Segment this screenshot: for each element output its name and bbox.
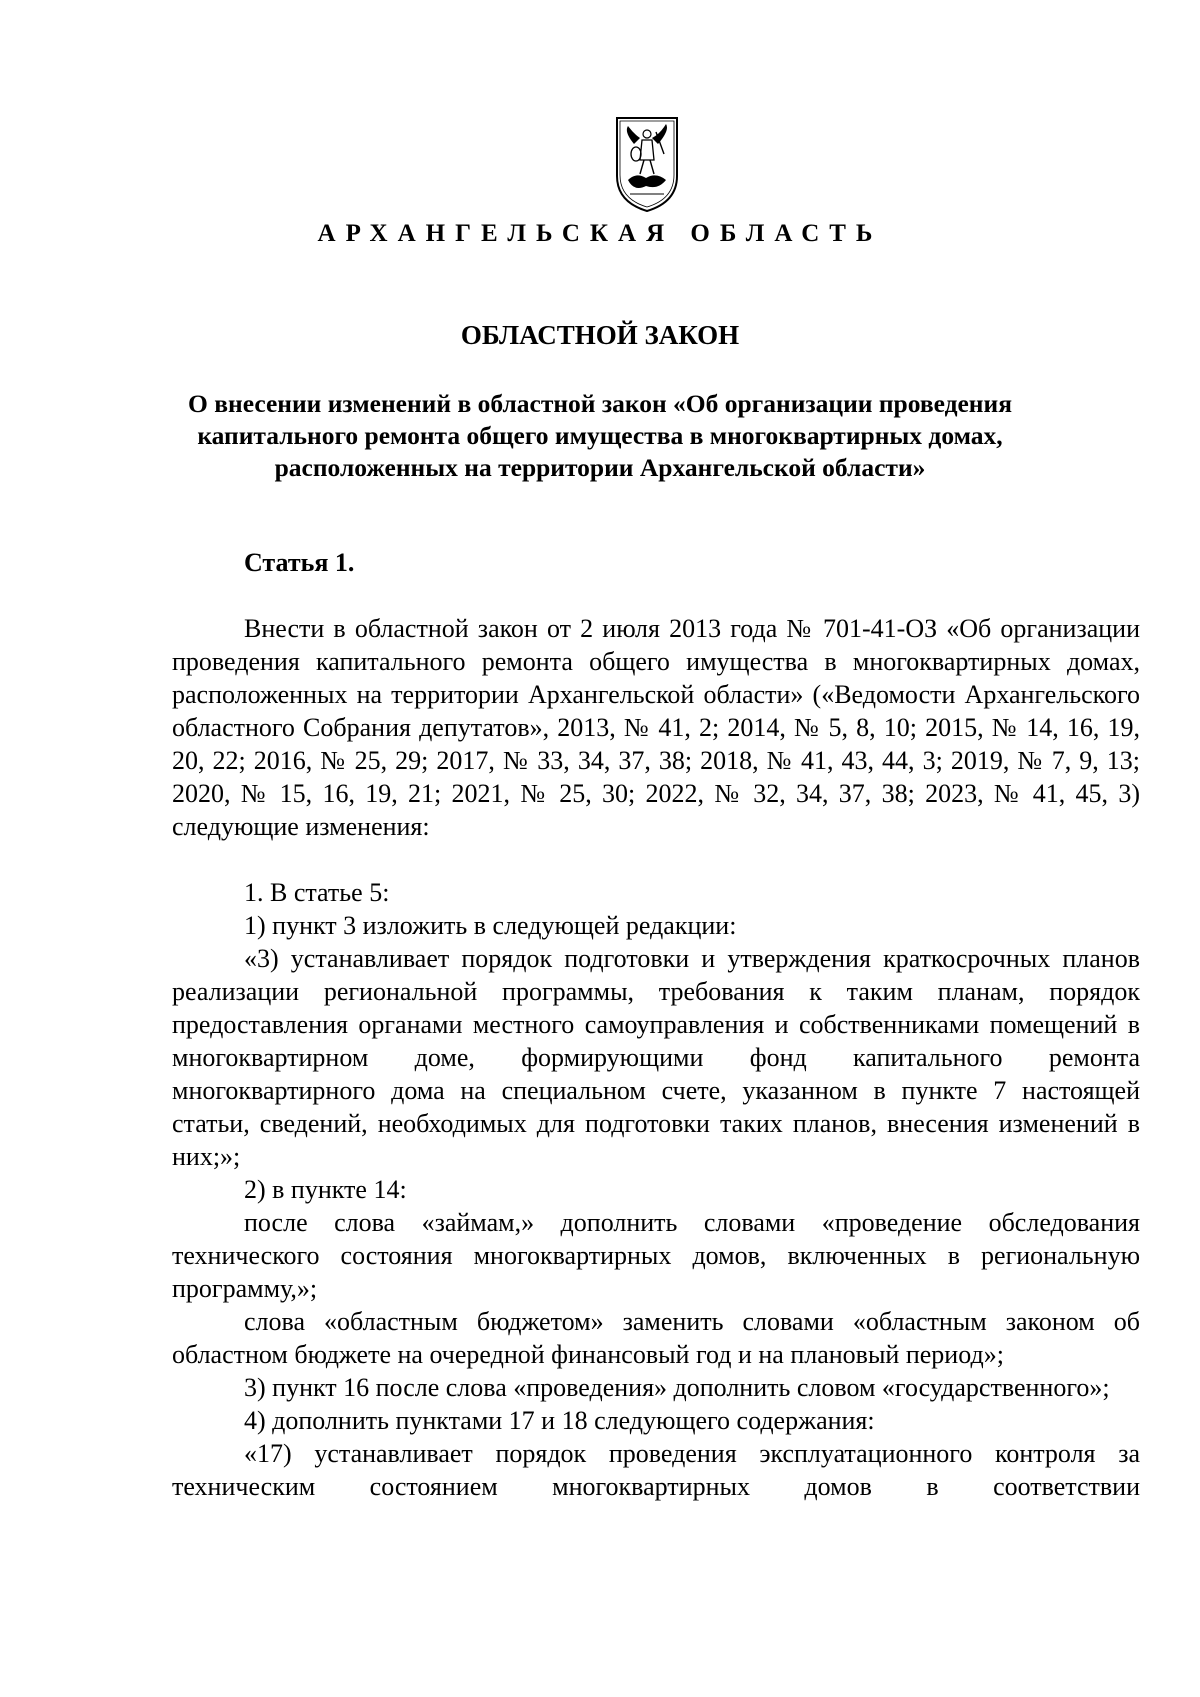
paragraph: 2) в пункте 14: bbox=[244, 1175, 407, 1204]
article-body bbox=[172, 612, 1140, 1503]
paragraph: слова «областным бюджетом» заменить словами «областным законом об областном бюджете на очередной финансовый год и на плановый период»; bbox=[172, 1307, 1140, 1369]
paragraph: «3) устанавливает порядок подготовки и утверждения краткосрочных планов реализации региональной программы, требования к таким планам, порядок предоставления органами местного самоуправления и собственниками помещений в многоквартирном доме, формирующими фонд капитального ремонта многоквартирного дома на специальном счете, указанном в пункте 7 настоящей статьи, сведений, необходимых для подготовки таких планов, внесения изменений в них;»; bbox=[172, 944, 1140, 1171]
paragraph: 3) пункт 16 после слова «проведения» дополнить словом «государственного»; bbox=[244, 1373, 1110, 1402]
law-title: О внесении изменений в областной закон «Об организации проведения капитального ремонта общего имущества в многоквартирных домах, расположенных на территории Архангельской области» bbox=[188, 389, 1012, 482]
paragraph: 1. В статье 5: bbox=[244, 878, 390, 907]
article-heading: Статья 1. bbox=[244, 548, 355, 577]
paragraph: Внести в областной закон от 2 июля 2013 года № 701-41-ОЗ «Об организации проведения капитального ремонта общего имущества в многоквартирных домах, расположенных на территории Архангельской области» («Ведомости Архангельского областного Собрания депутатов», 2013, № 41, 2; 2014, № 5, 8, 10; 2015, № 14, 16, 19, 20, 22; 2016, № 25, 29; 2017, № 33, 34, 37, 38; 2018, № 41, 43, 44, 3; 2019, № 7, 9, 13; 2020, № 15, 16, 19, 21; 2021, № 25, 30; 2022, № 32, 34, 37, 38; 2023, № 41, 45, 3) следующие изменения: bbox=[172, 614, 1140, 841]
paragraph: 1) пункт 3 изложить в следующей редакции: bbox=[244, 911, 737, 940]
paragraph: «17) устанавливает порядок проведения эксплуатационного контроля за техническим состоянием многоквартирных домов в соответствии bbox=[172, 1439, 1140, 1501]
arkhangelsk-coat-of-arms-icon bbox=[612, 114, 682, 214]
paragraph: после слова «займам,» дополнить словами «проведение обследования технического состояния многоквартирных домов, включенных в региональную программу,»; bbox=[172, 1208, 1140, 1303]
region-name: АРХАНГЕЛЬСКАЯ ОБЛАСТЬ bbox=[317, 220, 883, 247]
paragraph: 4) дополнить пунктами 17 и 18 следующего содержания: bbox=[244, 1406, 875, 1435]
law-type: ОБЛАСТНОЙ ЗАКОН bbox=[460, 320, 740, 350]
